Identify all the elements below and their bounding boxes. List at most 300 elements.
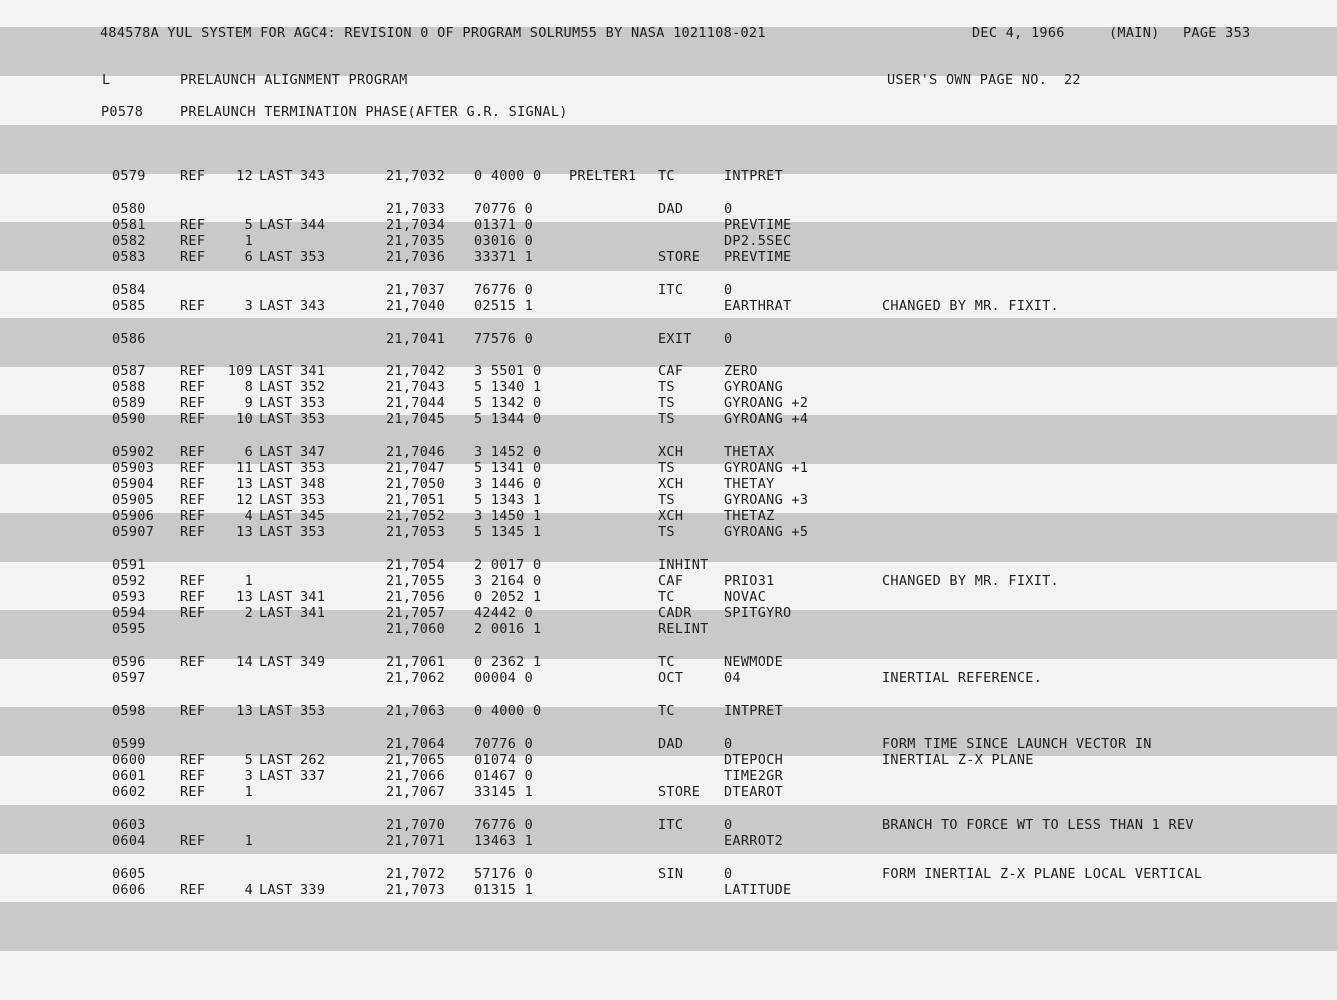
- last-page: 337: [300, 768, 326, 784]
- code-line: [0, 217, 1337, 233]
- operand: DTEPOCH: [724, 752, 783, 768]
- octal-word: 3 2164 0: [474, 573, 542, 589]
- code-line: [0, 492, 1337, 508]
- ref-keyword: REF: [180, 768, 206, 784]
- sequence-number: 0581: [112, 217, 146, 233]
- memory-address: 21,7072: [386, 866, 445, 882]
- last-keyword: LAST: [259, 605, 293, 621]
- memory-address: 21,7057: [386, 605, 445, 621]
- opcode: CADR: [658, 605, 692, 621]
- octal-word: 33371 1: [474, 249, 533, 265]
- code-line: [0, 363, 1337, 379]
- operand: EARTHRAT: [724, 298, 792, 314]
- memory-address: 21,7034: [386, 217, 445, 233]
- user-page-number: USER'S OWN PAGE NO. 22: [887, 72, 1081, 88]
- last-page: 349: [300, 654, 326, 670]
- ref-keyword: REF: [180, 605, 206, 621]
- code-line: [0, 557, 1337, 573]
- sequence-number: 0593: [112, 589, 146, 605]
- ref-count: 1: [244, 573, 253, 589]
- operand: 04: [724, 670, 741, 686]
- ref-count: 1: [244, 833, 253, 849]
- header-date: DEC 4, 1966: [972, 25, 1065, 41]
- memory-address: 21,7033: [386, 201, 445, 217]
- sequence-number: 0585: [112, 298, 146, 314]
- last-page: 353: [300, 249, 326, 265]
- memory-address: 21,7051: [386, 492, 445, 508]
- ref-keyword: REF: [180, 249, 206, 265]
- opcode: TS: [658, 395, 675, 411]
- operand: GYROANG +1: [724, 460, 809, 476]
- last-page: 353: [300, 411, 326, 427]
- sequence-number: 0580: [112, 201, 146, 217]
- operand: DP2.5SEC: [724, 233, 792, 249]
- sequence-number: 0597: [112, 670, 146, 686]
- last-keyword: LAST: [259, 298, 293, 314]
- octal-word: 01315 1: [474, 882, 533, 898]
- operand: GYROANG +4: [724, 411, 809, 427]
- ref-keyword: REF: [180, 524, 206, 540]
- ref-count: 13: [236, 524, 253, 540]
- ref-count: 12: [236, 168, 253, 184]
- sequence-number: 0582: [112, 233, 146, 249]
- ref-count: 11: [236, 460, 253, 476]
- code-line: [0, 379, 1337, 395]
- ref-count: 13: [236, 476, 253, 492]
- memory-address: 21,7055: [386, 573, 445, 589]
- octal-word: 01467 0: [474, 768, 533, 784]
- opcode: XCH: [658, 476, 684, 492]
- opcode: RELINT: [658, 621, 709, 637]
- code-line: [0, 298, 1337, 314]
- memory-address: 21,7041: [386, 331, 445, 347]
- sequence-number: 0602: [112, 784, 146, 800]
- opcode: XCH: [658, 444, 684, 460]
- octal-word: 2 0017 0: [474, 557, 542, 573]
- operand: THETAX: [724, 444, 775, 460]
- code-line: [0, 460, 1337, 476]
- code-line: [0, 736, 1337, 752]
- code-line: [0, 866, 1337, 882]
- comment: FORM TIME SINCE LAUNCH VECTOR IN: [882, 736, 1152, 752]
- opcode: STORE: [658, 784, 701, 800]
- code-line: [0, 282, 1337, 298]
- sequence-number: 0596: [112, 654, 146, 670]
- ref-count: 3: [244, 298, 253, 314]
- last-page: 344: [300, 217, 326, 233]
- ref-count: 5: [244, 752, 253, 768]
- last-keyword: LAST: [259, 249, 293, 265]
- ref-keyword: REF: [180, 654, 206, 670]
- operand: 0: [724, 866, 733, 882]
- ref-keyword: REF: [180, 395, 206, 411]
- operand: THETAZ: [724, 508, 775, 524]
- operand: LATITUDE: [724, 882, 792, 898]
- octal-word: 01371 0: [474, 217, 533, 233]
- code-line: [0, 817, 1337, 833]
- operand: GYROANG +5: [724, 524, 809, 540]
- opcode: TS: [658, 492, 675, 508]
- code-line: [0, 703, 1337, 719]
- last-page: 353: [300, 460, 326, 476]
- code-line: [0, 411, 1337, 427]
- ref-keyword: REF: [180, 411, 206, 427]
- opcode: TC: [658, 589, 675, 605]
- last-keyword: LAST: [259, 379, 293, 395]
- octal-word: 76776 0: [474, 817, 533, 833]
- sequence-number: 05903: [112, 460, 155, 476]
- ref-keyword: REF: [180, 752, 206, 768]
- memory-address: 21,7071: [386, 833, 445, 849]
- memory-address: 21,7047: [386, 460, 445, 476]
- opcode: SIN: [658, 866, 684, 882]
- memory-address: 21,7054: [386, 557, 445, 573]
- code-line: [0, 524, 1337, 540]
- ref-count: 10: [236, 411, 253, 427]
- sequence-number: 0599: [112, 736, 146, 752]
- log-id: P0578: [101, 104, 144, 120]
- octal-word: 13463 1: [474, 833, 533, 849]
- ref-count: 5: [244, 217, 253, 233]
- code-line: [0, 589, 1337, 605]
- octal-word: 33145 1: [474, 784, 533, 800]
- operand: NEWMODE: [724, 654, 783, 670]
- octal-word: 0 4000 0: [474, 703, 542, 719]
- comment: BRANCH TO FORCE WT TO LESS THAN 1 REV: [882, 817, 1194, 833]
- sequence-number: 05907: [112, 524, 155, 540]
- ref-keyword: REF: [180, 379, 206, 395]
- octal-word: 3 1452 0: [474, 444, 542, 460]
- sequence-number: 0601: [112, 768, 146, 784]
- last-keyword: LAST: [259, 460, 293, 476]
- last-keyword: LAST: [259, 168, 293, 184]
- ref-count: 8: [244, 379, 253, 395]
- memory-address: 21,7061: [386, 654, 445, 670]
- code-line: [0, 249, 1337, 265]
- sequence-number: 0579: [112, 168, 146, 184]
- opcode: ITC: [658, 817, 684, 833]
- memory-address: 21,7050: [386, 476, 445, 492]
- operand: ZERO: [724, 363, 758, 379]
- memory-address: 21,7032: [386, 168, 445, 184]
- sequence-number: 05905: [112, 492, 155, 508]
- ref-keyword: REF: [180, 882, 206, 898]
- last-page: 341: [300, 589, 326, 605]
- sequence-number: 0584: [112, 282, 146, 298]
- code-line: [0, 573, 1337, 589]
- line-type: L: [102, 72, 111, 88]
- operand: 0: [724, 331, 733, 347]
- octal-word: 2 0016 1: [474, 621, 542, 637]
- memory-address: 21,7070: [386, 817, 445, 833]
- opcode: STORE: [658, 249, 701, 265]
- opcode: XCH: [658, 508, 684, 524]
- octal-word: 02515 1: [474, 298, 533, 314]
- octal-word: 03016 0: [474, 233, 533, 249]
- comment: CHANGED BY MR. FIXIT.: [882, 298, 1059, 314]
- ref-keyword: REF: [180, 573, 206, 589]
- sequence-number: 0605: [112, 866, 146, 882]
- octal-word: 5 1341 0: [474, 460, 542, 476]
- ref-count: 14: [236, 654, 253, 670]
- ref-count: 13: [236, 703, 253, 719]
- memory-address: 21,7044: [386, 395, 445, 411]
- memory-address: 21,7040: [386, 298, 445, 314]
- octal-word: 01074 0: [474, 752, 533, 768]
- last-page: 343: [300, 298, 326, 314]
- memory-address: 21,7036: [386, 249, 445, 265]
- comment: FORM INERTIAL Z-X PLANE LOCAL VERTICAL: [882, 866, 1203, 882]
- last-keyword: LAST: [259, 217, 293, 233]
- program-line: [0, 72, 1337, 88]
- last-page: 343: [300, 168, 326, 184]
- last-page: 339: [300, 882, 326, 898]
- memory-address: 21,7046: [386, 444, 445, 460]
- ref-keyword: REF: [180, 508, 206, 524]
- sequence-number: 0592: [112, 573, 146, 589]
- operand: SPITGYRO: [724, 605, 792, 621]
- sequence-number: 0598: [112, 703, 146, 719]
- operand: EARROT2: [724, 833, 783, 849]
- opcode: TS: [658, 524, 675, 540]
- memory-address: 21,7064: [386, 736, 445, 752]
- memory-address: 21,7037: [386, 282, 445, 298]
- comment: CHANGED BY MR. FIXIT.: [882, 573, 1059, 589]
- octal-word: 70776 0: [474, 201, 533, 217]
- code-line: [0, 444, 1337, 460]
- opcode: INHINT: [658, 557, 709, 573]
- memory-address: 21,7067: [386, 784, 445, 800]
- operand: PREVTIME: [724, 217, 792, 233]
- last-keyword: LAST: [259, 492, 293, 508]
- memory-address: 21,7056: [386, 589, 445, 605]
- operand: 0: [724, 201, 733, 217]
- operand: INTPRET: [724, 703, 783, 719]
- memory-address: 21,7035: [386, 233, 445, 249]
- last-page: 348: [300, 476, 326, 492]
- octal-word: 5 1345 1: [474, 524, 542, 540]
- octal-word: 00004 0: [474, 670, 533, 686]
- operand: THETAY: [724, 476, 775, 492]
- memory-address: 21,7062: [386, 670, 445, 686]
- ref-keyword: REF: [180, 784, 206, 800]
- opcode: OCT: [658, 670, 684, 686]
- code-line: [0, 331, 1337, 347]
- memory-address: 21,7060: [386, 621, 445, 637]
- last-keyword: LAST: [259, 589, 293, 605]
- operand: 0: [724, 817, 733, 833]
- octal-word: 0 2052 1: [474, 589, 542, 605]
- last-keyword: LAST: [259, 363, 293, 379]
- operand: GYROANG +2: [724, 395, 809, 411]
- octal-word: 3 5501 0: [474, 363, 542, 379]
- octal-word: 5 1343 1: [474, 492, 542, 508]
- code-line: [0, 768, 1337, 784]
- header-page: PAGE 353: [1183, 25, 1251, 41]
- memory-address: 21,7042: [386, 363, 445, 379]
- page-header: [0, 25, 1337, 41]
- last-keyword: LAST: [259, 395, 293, 411]
- octal-word: 42442 0: [474, 605, 533, 621]
- memory-address: 21,7073: [386, 882, 445, 898]
- octal-word: 77576 0: [474, 331, 533, 347]
- code-line: [0, 508, 1337, 524]
- opcode: TC: [658, 654, 675, 670]
- last-page: 352: [300, 379, 326, 395]
- opcode: ITC: [658, 282, 684, 298]
- ref-count: 12: [236, 492, 253, 508]
- sequence-number: 05902: [112, 444, 155, 460]
- last-keyword: LAST: [259, 411, 293, 427]
- sequence-number: 0600: [112, 752, 146, 768]
- octal-word: 5 1342 0: [474, 395, 542, 411]
- code-line: [0, 833, 1337, 849]
- ref-keyword: REF: [180, 233, 206, 249]
- opcode: DAD: [658, 201, 684, 217]
- sequence-number: 0594: [112, 605, 146, 621]
- last-keyword: LAST: [259, 703, 293, 719]
- code-line: [0, 752, 1337, 768]
- ref-count: 2: [244, 605, 253, 621]
- memory-address: 21,7043: [386, 379, 445, 395]
- opcode: CAF: [658, 573, 684, 589]
- ref-count: 4: [244, 508, 253, 524]
- ref-keyword: REF: [180, 298, 206, 314]
- ref-keyword: REF: [180, 492, 206, 508]
- code-line: [0, 654, 1337, 670]
- opcode: DAD: [658, 736, 684, 752]
- code-line: [0, 882, 1337, 898]
- octal-word: 57176 0: [474, 866, 533, 882]
- memory-address: 21,7053: [386, 524, 445, 540]
- sequence-number: 0591: [112, 557, 146, 573]
- ref-keyword: REF: [180, 589, 206, 605]
- memory-address: 21,7052: [386, 508, 445, 524]
- operand: TIME2GR: [724, 768, 783, 784]
- last-page: 353: [300, 703, 326, 719]
- last-page: 262: [300, 752, 326, 768]
- section-title: PRELAUNCH TERMINATION PHASE(AFTER G.R. SIGNAL): [180, 104, 568, 120]
- ref-keyword: REF: [180, 363, 206, 379]
- code-line: [0, 621, 1337, 637]
- ref-keyword: REF: [180, 460, 206, 476]
- sequence-number: 0606: [112, 882, 146, 898]
- octal-word: 5 1344 0: [474, 411, 542, 427]
- last-keyword: LAST: [259, 476, 293, 492]
- octal-word: 5 1340 1: [474, 379, 542, 395]
- ref-count: 109: [227, 363, 253, 379]
- sequence-number: 0589: [112, 395, 146, 411]
- operand: 0: [724, 282, 733, 298]
- sequence-number: 0588: [112, 379, 146, 395]
- ref-keyword: REF: [180, 168, 206, 184]
- ref-keyword: REF: [180, 217, 206, 233]
- sequence-number: 0603: [112, 817, 146, 833]
- last-page: 341: [300, 363, 326, 379]
- code-line: [0, 476, 1337, 492]
- header-mode: (MAIN): [1109, 25, 1160, 41]
- opcode: TC: [658, 168, 675, 184]
- code-line: [0, 233, 1337, 249]
- sequence-number: 0590: [112, 411, 146, 427]
- ref-count: 6: [244, 444, 253, 460]
- comment: INERTIAL REFERENCE.: [882, 670, 1043, 686]
- comment: INERTIAL Z-X PLANE: [882, 752, 1034, 768]
- last-page: 345: [300, 508, 326, 524]
- opcode: TS: [658, 460, 675, 476]
- last-page: 341: [300, 605, 326, 621]
- operand: PREVTIME: [724, 249, 792, 265]
- last-page: 347: [300, 444, 326, 460]
- ref-keyword: REF: [180, 703, 206, 719]
- memory-address: 21,7066: [386, 768, 445, 784]
- operand: PRIO31: [724, 573, 775, 589]
- operand: GYROANG +3: [724, 492, 809, 508]
- last-page: 353: [300, 492, 326, 508]
- last-keyword: LAST: [259, 508, 293, 524]
- ref-count: 3: [244, 768, 253, 784]
- octal-word: 3 1446 0: [474, 476, 542, 492]
- ref-keyword: REF: [180, 444, 206, 460]
- operand: 0: [724, 736, 733, 752]
- last-keyword: LAST: [259, 768, 293, 784]
- ref-count: 4: [244, 882, 253, 898]
- last-page: 353: [300, 395, 326, 411]
- section-line: [0, 104, 1337, 120]
- last-page: 353: [300, 524, 326, 540]
- memory-address: 21,7063: [386, 703, 445, 719]
- operand: DTEAROT: [724, 784, 783, 800]
- sequence-number: 05904: [112, 476, 155, 492]
- opcode: TS: [658, 379, 675, 395]
- sequence-number: 0604: [112, 833, 146, 849]
- sequence-number: 0586: [112, 331, 146, 347]
- code-line: [0, 784, 1337, 800]
- ref-count: 6: [244, 249, 253, 265]
- ref-count: 13: [236, 589, 253, 605]
- code-line: [0, 395, 1337, 411]
- operand: NOVAC: [724, 589, 767, 605]
- octal-word: 3 1450 1: [474, 508, 542, 524]
- last-keyword: LAST: [259, 524, 293, 540]
- memory-address: 21,7065: [386, 752, 445, 768]
- sequence-number: 0587: [112, 363, 146, 379]
- header-title: 484578A YUL SYSTEM FOR AGC4: REVISION 0 OF PROGRAM SOLRUM55 BY NASA 1021108-021: [100, 25, 766, 41]
- last-keyword: LAST: [259, 444, 293, 460]
- last-keyword: LAST: [259, 654, 293, 670]
- octal-word: 70776 0: [474, 736, 533, 752]
- sequence-number: 05906: [112, 508, 155, 524]
- opcode: EXIT: [658, 331, 692, 347]
- opcode: CAF: [658, 363, 684, 379]
- location-label: PRELTER1: [569, 168, 637, 184]
- octal-word: 0 4000 0: [474, 168, 542, 184]
- last-keyword: LAST: [259, 752, 293, 768]
- code-line: [0, 670, 1337, 686]
- opcode: TS: [658, 411, 675, 427]
- program-title: PRELAUNCH ALIGNMENT PROGRAM: [180, 72, 408, 88]
- code-line: [0, 201, 1337, 217]
- memory-address: 21,7045: [386, 411, 445, 427]
- code-line: [0, 168, 1337, 184]
- octal-word: 76776 0: [474, 282, 533, 298]
- opcode: TC: [658, 703, 675, 719]
- ref-count: 1: [244, 233, 253, 249]
- operand: INTPRET: [724, 168, 783, 184]
- ref-keyword: REF: [180, 476, 206, 492]
- octal-word: 0 2362 1: [474, 654, 542, 670]
- sequence-number: 0583: [112, 249, 146, 265]
